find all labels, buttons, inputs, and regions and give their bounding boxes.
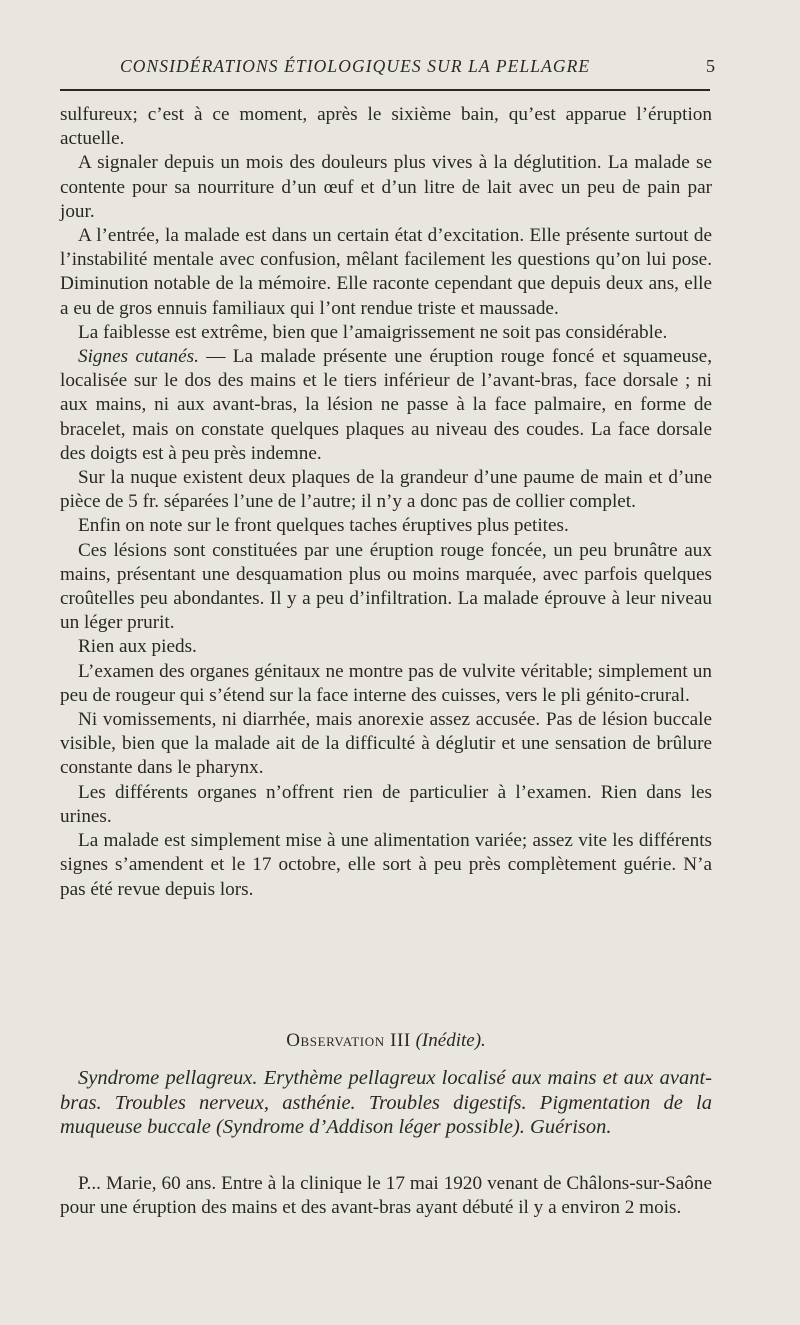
- observation-tag: (Inédite).: [415, 1030, 486, 1051]
- section-label: Signes cutanés.: [78, 346, 199, 368]
- body-text: [60, 103, 712, 902]
- case-text: P... Marie, 60 ans. Entre à la clinique le 17 mai 1920 venant de Châlons-sur-Saône pour une éruption des mains et des avant-bras ayant débuté il y a environ 2 mois.: [60, 1173, 712, 1219]
- paragraph-signes-cutanes: [60, 345, 712, 466]
- running-title: CONSIDÉRATIONS ÉTIOLOGIQUES SUR LA PELLAGRE: [120, 56, 591, 76]
- page-number: 5: [706, 56, 715, 76]
- paragraph: La malade est simplement mise à une alimentation variée; assez vite les différents signes s’amendent et le 17 octobre, elle sort à peu près complètement guérie. N’a pas été revue depuis lors.: [60, 830, 712, 900]
- observation-summary: Syndrome pellagreux. Erythème pellagreux localisé aux mains et aux avant-bras. Troubles nerveux, asthénie. Troubles digestifs. Pigmentation de la muqueuse buccale (Syndrome d’Addison léger possible). Guérison.: [60, 1067, 712, 1138]
- paragraph: Enfin on note sur le front quelques taches éruptives plus petites.: [78, 515, 569, 537]
- header-rule: [60, 89, 710, 91]
- paragraph: Ni vomissements, ni diarrhée, mais anorexie assez accusée. Pas de lésion buccale visible, bien que la malade ait de la difficulté à déglutir et une sensation de brûlure constante dans le pharynx.: [60, 709, 712, 779]
- paragraph: Sur la nuque existent deux plaques de la grandeur d’une paume de main et d’une pièce de 5 fr. séparées l’une de l’autre; il n’y a donc pas de collier complet.: [60, 467, 712, 513]
- paragraph: Les différents organes n’offrent rien de particulier à l’examen. Rien dans les urines.: [60, 781, 712, 827]
- observation-heading: [60, 1030, 712, 1052]
- paragraph: L’examen des organes génitaux ne montre pas de vulvite véritable; simplement un peu de rougeur qui s’étend sur la face interne des cuisses, vers le pli génito-crural.: [60, 660, 712, 706]
- paragraph: Rien aux pieds.: [78, 636, 197, 658]
- paragraph: A l’entrée, la malade est dans un certain état d’excitation. Elle présente surtout de l’instabilité mentale avec confusion, mêlant facilement les questions qu’on lui pose. Diminution notable de la mémoire. Elle raconte cependant que depuis deux ans, elle a eu de gros ennuis familiaux qui l’ont rendue triste et maussade.: [60, 225, 712, 319]
- paragraph-text: — La malade présente une éruption rouge foncé et squameuse, localisée sur le dos des mains et le tiers inférieur de l’avant-bras, face dorsale ; ni aux mains, ni aux avant-bras, la lésion ne passe à la face palmaire, en forme de bracelet, mais on constate quelques plaques au niveau des coudes. La face dorsale des doigts est à peu près indemne.: [60, 346, 712, 464]
- page-header: [60, 56, 715, 80]
- observation-title: Observation III: [286, 1030, 411, 1051]
- paragraph: Ces lésions sont constituées par une éruption rouge foncée, un peu brunâtre aux mains, présentant une desquamation plus ou moins marquée, avec parfois quelques croûtelles peu abondantes. Il y a peu d’infiltration. La malade éprouve à leur niveau un léger prurit.: [60, 539, 712, 634]
- paragraph: sulfureux; c’est à ce moment, après le sixième bain, qu’est apparue l’éruption actuelle.: [60, 104, 712, 150]
- paragraph: La faiblesse est extrême, bien que l’amaigrissement ne soit pas considérable.: [78, 321, 668, 343]
- paragraph: A signaler depuis un mois des douleurs plus vives à la déglutition. La malade se contente pour sa nourriture d’un œuf et d’un litre de lait avec un peu de pain par jour.: [60, 152, 712, 222]
